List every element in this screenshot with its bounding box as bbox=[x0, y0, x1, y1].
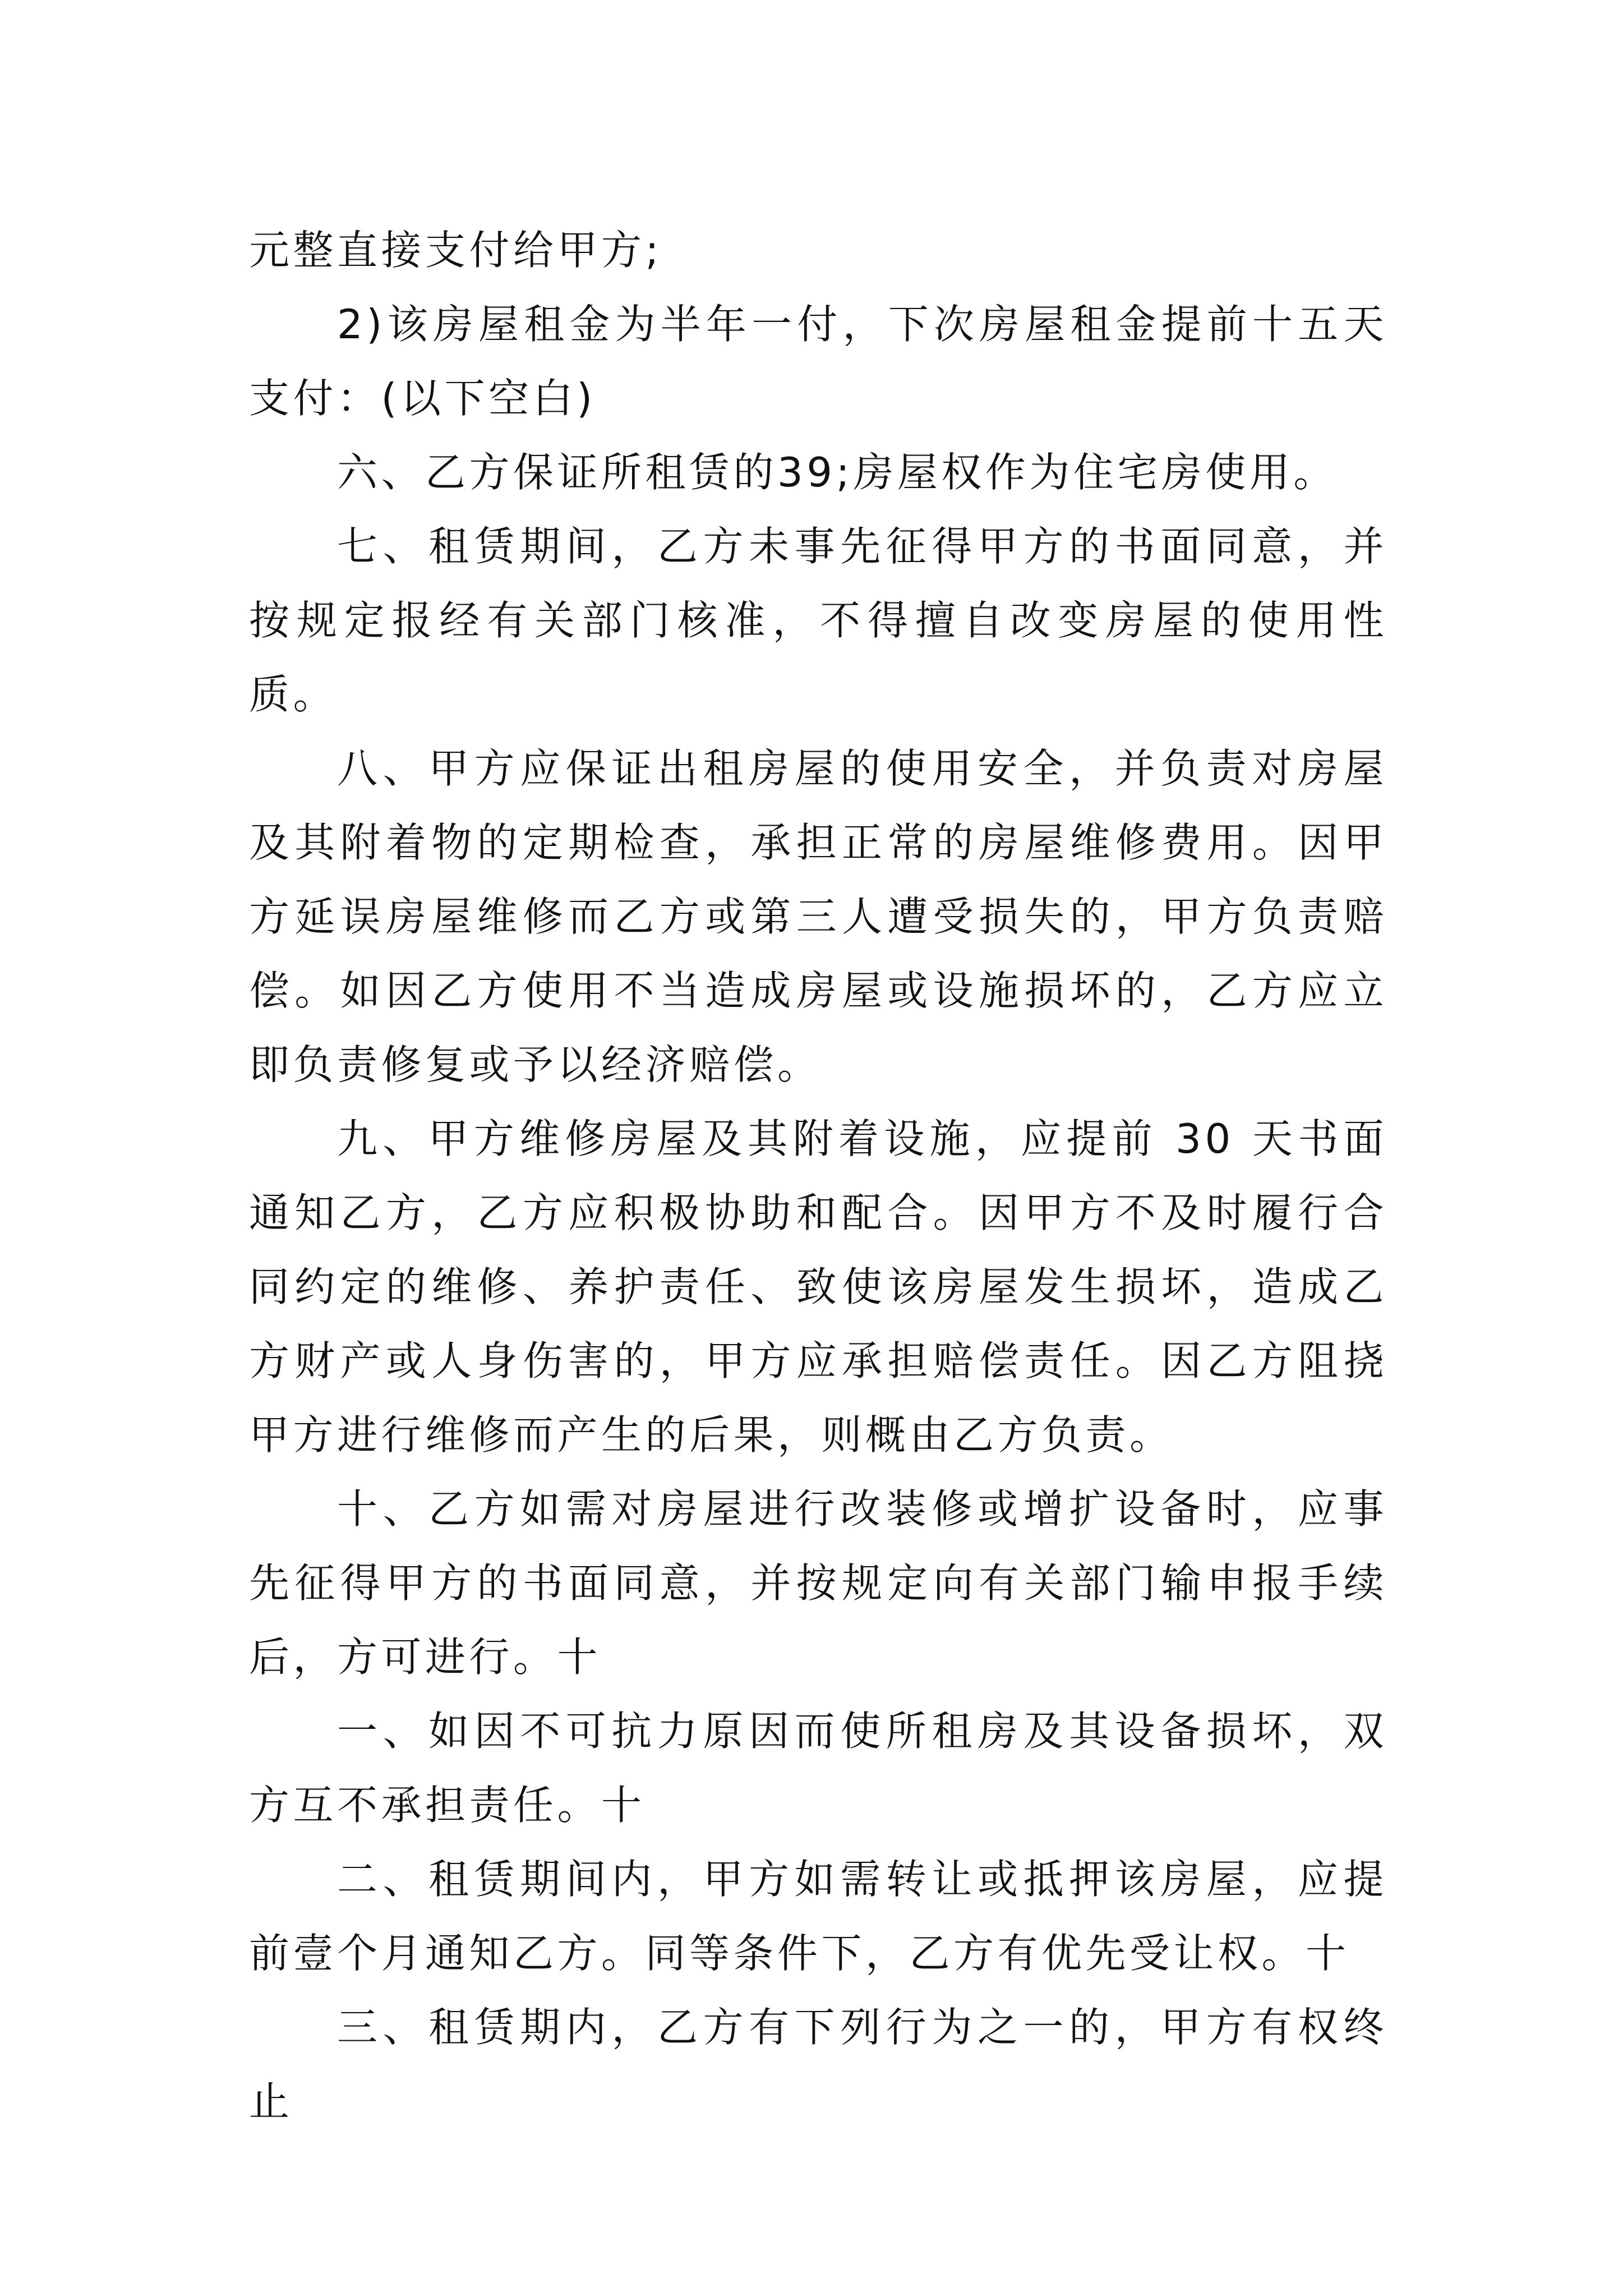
document-body bbox=[249, 213, 1387, 2138]
paragraph-1: 元整直接支付给甲方; bbox=[249, 227, 663, 274]
paragraph-3: 六、乙方保证所租赁的39;房屋权作为住宅房使用。 bbox=[337, 449, 1338, 496]
paragraph-4: 七、租赁期间，乙方未事先征得甲方的书面同意，并按规定报经有关部门核准，不得擅自改变房屋的使用性质。 bbox=[249, 523, 1387, 718]
paragraph-10: 三、租赁期内，乙方有下列行为之一的，甲方有权终止 bbox=[249, 2004, 1387, 2125]
paragraph-5: 八、甲方应保证出租房屋的使用安全，并负责对房屋及其附着物的定期检查，承担正常的房屋维修费用。因甲方延误房屋维修而乙方或第三人遭受损失的，甲方负责赔偿。如因乙方使用不当造成房屋或设施损坏的，乙方应立即负责修复或予以经济赔偿。 bbox=[249, 745, 1387, 1088]
paragraph-2: 2)该房屋租金为半年一付，下次房屋租金提前十五天支付：(以下空白) bbox=[249, 301, 1387, 422]
paragraph-6: 九、甲方维修房屋及其附着设施，应提前 30 天书面通知乙方，乙方应积极协助和配合。因甲方不及时履行合同约定的维修、养护责任、致使该房屋发生损坏，造成乙方财产或人身伤害的，甲方应承担赔偿责任。因乙方阻挠甲方进行维修而产生的后果，则概由乙方负责。 bbox=[249, 1115, 1387, 1458]
paragraph-7: 十、乙方如需对房屋进行改装修或增扩设备时，应事先征得甲方的书面同意，并按规定向有关部门输申报手续后，方可进行。十 bbox=[249, 1485, 1387, 1681]
paragraph-8: 一、如因不可抗力原因而使所租房及其设备损坏，双方互不承担责任。十 bbox=[249, 1708, 1387, 1829]
paragraph-9: 二、租赁期间内，甲方如需转让或抵押该房屋，应提前壹个月通知乙方。同等条件下，乙方有优先受让权。十 bbox=[249, 1856, 1387, 1977]
